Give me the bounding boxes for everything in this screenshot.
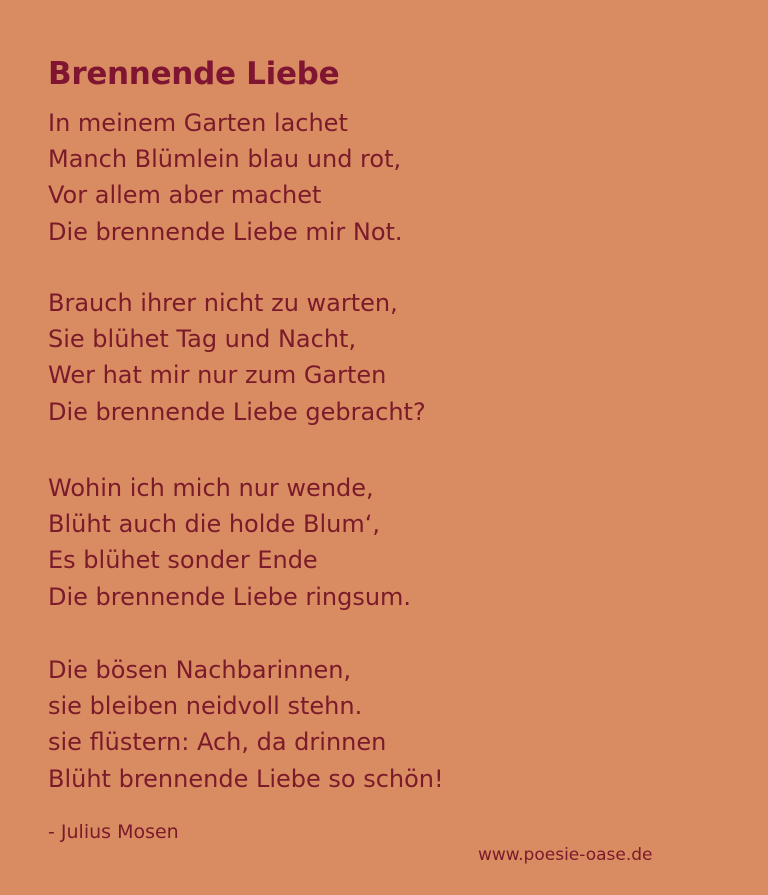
poem-line: In meinem Garten lachet — [48, 109, 348, 137]
poem-line: Blüht auch die holde Blum‘, — [48, 510, 381, 539]
poem-line: Sie blühet Tag und Nacht, — [48, 325, 357, 354]
poem-line: sie bleiben neidvoll stehn. — [48, 692, 363, 721]
poem-author: - Julius Mosen — [48, 821, 179, 843]
poem-line: Die brennende Liebe gebracht? — [48, 397, 426, 426]
poem-line: Die brennende Liebe mir Not. — [48, 217, 403, 246]
poem-line: Brauch ihrer nicht zu warten, — [48, 289, 398, 317]
website-credit: www.poesie-oase.de — [478, 845, 653, 865]
poem-line: Vor allem aber machet — [48, 181, 322, 210]
poem-line: Wohin ich mich nur wende, — [48, 474, 374, 502]
poem-line: Blüht brennende Liebe so schön! — [48, 764, 444, 793]
poem-stanza-2 — [48, 285, 426, 430]
poem-line: Es blühet sonder Ende — [48, 546, 318, 575]
poem-line: Die bösen Nachbarinnen, — [48, 656, 352, 684]
poem-line: sie flüstern: Ach, da drinnen — [48, 728, 387, 757]
poem-stanza-1 — [48, 105, 403, 250]
poem-line: Die brennende Liebe ringsum. — [48, 582, 412, 611]
poem-line: Manch Blümlein blau und rot, — [48, 145, 402, 174]
poem-stanza-3 — [48, 470, 411, 615]
poem-line: Wer hat mir nur zum Garten — [48, 361, 387, 390]
poem-stanza-4 — [48, 652, 444, 797]
poem-title: Brennende Liebe — [48, 56, 340, 92]
